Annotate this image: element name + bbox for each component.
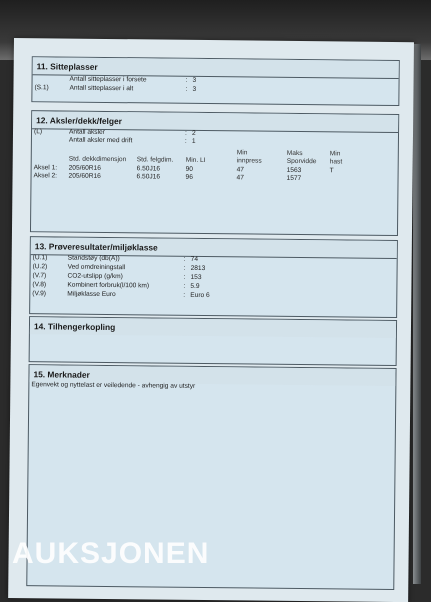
axle-1-label: Aksel 1: bbox=[33, 164, 58, 172]
test-row-5-label: Miljøklasse Euro bbox=[67, 290, 116, 299]
test-row-4-code: (V.8) bbox=[32, 281, 47, 289]
remarks-note: Egenvekt og nyttelast er veiledende - avhengig av utstyr bbox=[31, 381, 196, 390]
auksjonen-watermark: AUKSJONEN bbox=[12, 537, 210, 570]
test-row-2-label: Ved omdreiningstall bbox=[67, 263, 126, 272]
axle-1-felg: 6.50J16 bbox=[136, 165, 161, 173]
colon: : bbox=[183, 291, 186, 299]
axle-1-innpress: 47 bbox=[236, 166, 245, 174]
header-spor-1: Maks bbox=[286, 149, 303, 158]
test-row-5-code: (V.9) bbox=[32, 290, 47, 298]
colon: : bbox=[183, 264, 186, 272]
test-row-3-code: (V.7) bbox=[32, 272, 47, 280]
section-title-seating: 11. Sitteplasser bbox=[33, 57, 399, 79]
test-row-3-label: CO2-utslipp (g/km) bbox=[67, 272, 123, 281]
section-towbar bbox=[29, 316, 397, 366]
axle-2-dim: 205/60R16 bbox=[68, 172, 101, 180]
header-spor-2: Sporvidde bbox=[286, 157, 317, 166]
header-dim: Std. dekkdimensjon bbox=[68, 155, 127, 164]
axle-1-dim: 205/60R16 bbox=[68, 164, 101, 172]
axle-1-hast: T bbox=[329, 167, 334, 175]
axles-count-code: (L) bbox=[33, 128, 43, 136]
section-title-towbar: 14. Tilhengerkopling bbox=[30, 317, 396, 338]
header-hast-2: hast bbox=[329, 158, 343, 166]
colon: : bbox=[183, 273, 186, 281]
test-row-4-value: 5.9 bbox=[190, 282, 200, 290]
test-row-2-value: 2813 bbox=[190, 264, 206, 273]
axle-2-li: 96 bbox=[185, 173, 193, 181]
test-row-3-value: 153 bbox=[190, 273, 202, 281]
axle-1-li: 90 bbox=[185, 165, 194, 173]
header-innpress-1: Min bbox=[236, 149, 248, 157]
header-hast-1: Min bbox=[329, 150, 341, 158]
colon: : bbox=[185, 76, 188, 84]
seats-total-value: 3 bbox=[192, 85, 197, 93]
test-row-1-label: Standstøy (db(A)) bbox=[67, 254, 120, 263]
seats-front-value: 3 bbox=[192, 76, 197, 84]
test-row-1-value: 74 bbox=[190, 255, 199, 263]
seats-total-label: Antall sitteplasser i alt bbox=[69, 84, 134, 93]
colon: : bbox=[183, 282, 186, 290]
colon: : bbox=[183, 255, 186, 263]
header-innpress-2: innpress bbox=[236, 157, 262, 165]
colon: : bbox=[185, 85, 188, 93]
section-title-remarks: 15. Merknader bbox=[29, 365, 395, 386]
axle-2-label: Aksel 2: bbox=[33, 172, 58, 180]
registration-document-page bbox=[8, 38, 414, 602]
axle-1-spor: 1563 bbox=[286, 166, 302, 175]
section-title-test-results: 13. Prøveresultater/miljøklasse bbox=[31, 237, 397, 259]
test-row-2-code: (U.2) bbox=[32, 263, 48, 271]
axles-count-label: Antall aksler bbox=[68, 128, 105, 136]
section-seating bbox=[31, 56, 399, 106]
colon: : bbox=[184, 129, 187, 137]
section-axles bbox=[30, 110, 399, 236]
axle-2-innpress: 47 bbox=[236, 174, 244, 182]
seats-total-code: (S.1) bbox=[34, 84, 49, 92]
colon: : bbox=[184, 137, 187, 145]
page-edge bbox=[413, 44, 421, 584]
axles-count-value: 2 bbox=[191, 129, 196, 137]
test-row-5-value: Euro 6 bbox=[190, 291, 210, 300]
seats-front-label: Antall sitteplasser i forsete bbox=[69, 75, 147, 84]
header-li: Min. LI bbox=[185, 156, 206, 165]
axle-2-spor: 1577 bbox=[286, 174, 302, 183]
test-row-1-code: (U.1) bbox=[32, 254, 48, 262]
header-felg: Std. felgdim. bbox=[136, 156, 174, 164]
axle-2-felg: 6.50J16 bbox=[136, 173, 161, 181]
axles-driven-label: Antall aksler med drift bbox=[68, 136, 133, 145]
test-row-4-label: Kombinert forbruk(l/100 km) bbox=[67, 281, 150, 290]
section-title-axles: 12. Aksler/dekk/felger bbox=[32, 111, 398, 133]
axles-driven-value: 1 bbox=[191, 137, 196, 145]
section-test-results bbox=[29, 236, 398, 318]
